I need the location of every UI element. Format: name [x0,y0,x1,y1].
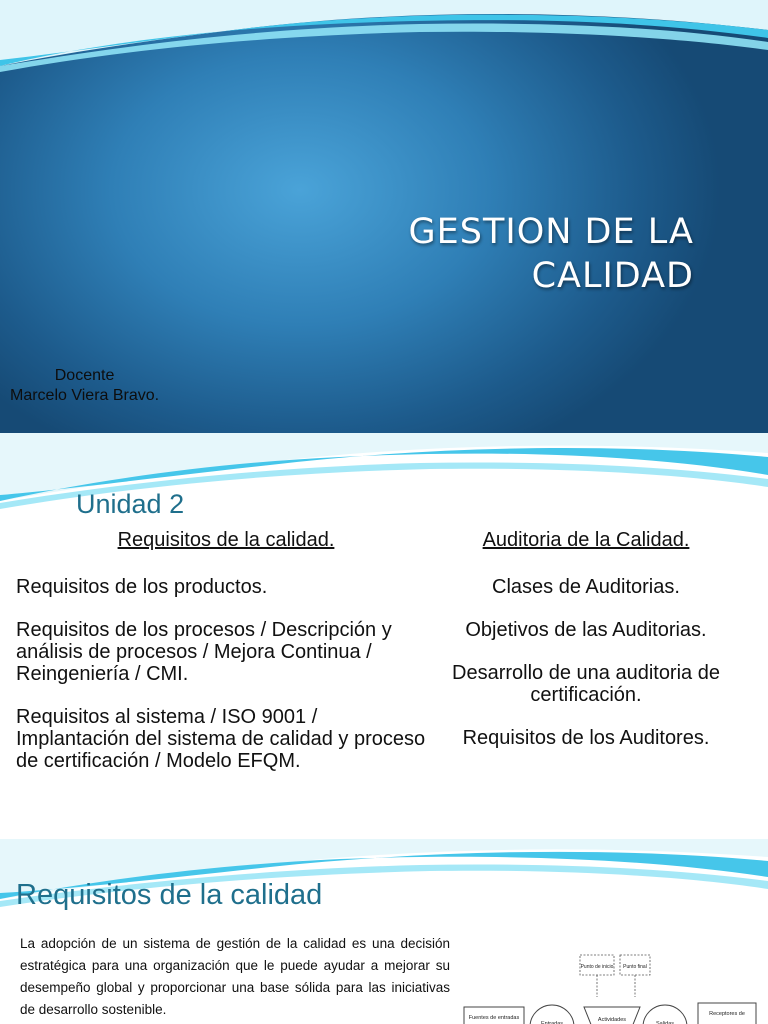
list-item: Requisitos al sistema / ISO 9001 / Implantación del sistema de calidad y proceso de certificación / Modelo EFQM. [16,706,426,772]
end-point-box [620,955,650,975]
requirements-slide [0,839,768,1024]
receivers-box [698,1003,756,1024]
slide-title: Requisitos de la calidad [16,879,323,911]
outputs-label: Salidas [655,1021,675,1024]
list-item: Objetivos de las Auditorias. [465,619,707,641]
activities-box [584,1007,640,1024]
list-item: Requisitos de los Auditores. [462,727,710,749]
receivers-label: Receptores de [709,1011,745,1017]
quality-audit-column [440,529,732,770]
start-label: Punto de inicio [580,964,614,970]
quality-requirements-column [16,529,436,793]
inputs-label: Entradas [540,1021,564,1024]
source-label: Fuentes de entradas [468,1015,520,1021]
outputs-ellipse [643,1005,687,1024]
title-line-1: GESTION DE LA [408,212,694,252]
wave-decoration [0,0,768,80]
right-column-heading: Auditoria de la Calidad. [482,529,690,551]
process-diagram [460,947,760,1024]
presenter-name: Marcelo Viera Bravo. [10,387,160,404]
body-paragraph: La adopción de un sistema de gestión de la calidad es una decisión estratégica para una organización que le puede ayudar a mejorar su desempeño global y proporcionar una base sólida para las iniciativas de desarrollo sostenible. [20,936,450,1017]
presenter-info [10,366,159,406]
list-item: Desarrollo de una auditoria de certificación. [452,662,720,706]
presentation-title [409,210,694,298]
unit-slide [0,433,768,839]
title-line-2: CALIDAD [531,256,694,296]
left-column-heading: Requisitos de la calidad. [117,529,335,551]
presenter-label: Docente [54,367,115,384]
list-item: Clases de Auditorias. [492,576,680,598]
list-item: Requisitos de los procesos / Descripción y análisis de procesos / Mejora Continua / Reingeniería / CMI. [16,619,392,685]
end-label: Punto final [623,964,647,970]
list-item: Requisitos de los productos. [16,576,268,598]
title-slide [0,0,768,433]
source-box [464,1007,524,1024]
inputs-ellipse [530,1005,574,1024]
start-point-box [580,955,614,975]
activities-label: Actividades [597,1017,627,1023]
unit-heading: Unidad 2 [76,489,185,519]
